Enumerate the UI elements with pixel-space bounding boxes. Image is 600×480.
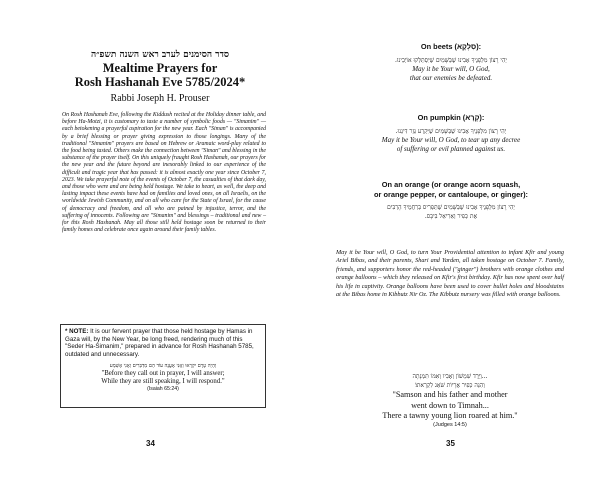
beets-english-1: May it be Your will, O God, (412, 64, 490, 73)
pumpkin-english-1: May it be Your will, O God, to tear up any decree (381, 135, 521, 144)
note-english-line-2: While they are still speaking, I will respond." (101, 378, 225, 386)
beets-hebrew: יְהִי רָצוֹן מִלְּפָנֶיךָ אָבִינוּ שֶׁבַּשָּׁמַיִם שֶׁיִּסְתַּלְּקוּ אוֹיְבֵינוּ. (394, 56, 507, 64)
note-body: It is our fervent prayer that those held hostage by Hamas in Gaza will, by the New Year, be long freed, rendering much of this "Seder Ha-Simanim," prepared in advance for Rosh Hashanah 5785, outdated and unnecessary. (65, 328, 254, 358)
note-text (65, 328, 261, 358)
note-box (60, 324, 266, 408)
samson-verse (336, 372, 564, 429)
pumpkin-hebrew: יְהִי רָצוֹן מִלְּפָנֶיךָ אָבִינוּ שֶׁבַּשָּׁמַיִם שֶׁיִּקְרַע גְּזַר דִּינֵנוּ. (395, 127, 507, 135)
title-block (62, 49, 258, 106)
orange-heading-2: or orange pepper, or cantaloupe, or ginger): (374, 189, 528, 199)
right-page (300, 0, 600, 480)
pumpkin-heading: On pumpkin (קְרָא): (417, 113, 485, 122)
author: Rabbi Joseph H. Prouser (110, 93, 210, 104)
note-citation: (Isaiah 65:24) (147, 386, 179, 393)
note-hebrew-verse: וְהָיָה טֶרֶם יִקְרָאוּ וַאֲנִי אֶעֱנֶה עוֹד הֵם מְדַבְּרִים וַאֲנִי אֶשְׁמָע (109, 363, 217, 370)
pumpkin-section (340, 113, 562, 155)
title-line-2: Rosh Hashanah Eve 5785/2024* (74, 75, 246, 89)
beets-english-2: that our enemies be defeated. (409, 74, 493, 82)
verse-english-3: There a tawny young lion roared at him." (382, 411, 518, 420)
verse-hebrew-2: וְהִנֵּה כְּפִיר אֲרָיוֹת שֹׁאֵג לִקְרָאתוֹ׃ (415, 382, 485, 389)
beets-heading: On beets (סִלְקָא): (420, 42, 482, 51)
verse-english-1: "Samson and his father and mother (392, 390, 508, 399)
orange-heading-1: On an orange (or orange acorn squash, (381, 180, 521, 189)
verse-hebrew-1: ...וַיֵּרֶד שִׁמְשׁוֹן וְאָבִיו וְאִמּוֹ תִּמְנָתָה (412, 373, 488, 380)
orange-paragraph: May it be Your will, O God, to turn Your Providential attention to infant Kfir and young Ariel Bibas, and their parents, Shari and Yarden, all taken hostage on October 7. Family, friends, and supporters honor the red-headed ("ginger") brothers with orange clothes and orange balloons – which they released on Kfir's first birthday. Kfir has now spent over half his life in captivity. Orange balloons have been used to cover bullet holes and bloodstains at the Bibas home in Kibbutz Nir Oz. The Kibbutz nursery was filled with orange balloons. (336, 249, 564, 299)
note-english-line-1: "Before they call out in prayer, I will answer; (101, 370, 225, 378)
beets-section (340, 42, 562, 84)
intro-paragraph: On Rosh Hashanah Eve, following the Kiddush recited at the Holiday dinner table, and before Ha-Motzi, it is customary to taste a number of symbolic foods — "Simanim" — each betokening a prayerful aspiration for the new year. Each "Siman" is accompanied by a brief blessing or prayer giving expression to those longings. Many of the traditional "Simanim" prayers are based on Hebrew or Aramaic word-play related to the food being tasted. Others make the connection between "Siman" and blessing in the substance of the prayer itself. On this uniquely fraught Rosh Hashanah, our prayers for the new year and the future beyond are inexorably linked to our experience of the difficult and tragic year that has passed: it is almost exactly one year since October 7, 2023. We take prayerful note of the events of October 7, the casualties of that dark day, and those who were and are being held hostage. We take to heart, as well, the deep and lasting impact these events have had on families and loved ones, on all Israelis, on the worldwide Jewish Community, and on all who care for the State of Israel, for the cause of democracy and freedom, and all who are pained by injustice, terror, and the suffering of innocents. Following are "Simanim" and blessings – traditional and new – for this Rosh Hashanah. May all those still held hostage soon be returned to their family homes and celebrate once again around their family tables. (62, 112, 266, 234)
verse-english-2: went down to Timnah... (411, 400, 489, 410)
orange-hebrew-1: יְהִי רָצוֹן מִלְּפָנֶיךָ אָבִינוּ שֶׁבַּשָּׁמַיִם שֶׁתַּפְרִיס בְּרַחֲמֶיךָ הָרַבִּים (387, 204, 515, 211)
orange-section (340, 180, 562, 221)
page-number-left: 34 (146, 439, 155, 448)
title-line-1: Mealtime Prayers for (102, 61, 218, 75)
hebrew-title: סדר הסימנים לערב ראש השנה תשפ״ה (90, 50, 230, 60)
pumpkin-english-2: of suffering or evil planned against us. (396, 145, 506, 153)
verse-citation: (Judges 14:5) (433, 421, 467, 428)
page-number-right: 35 (446, 439, 455, 448)
note-label: * NOTE: (65, 328, 89, 335)
orange-hebrew-2: אֶת כְּפִיר וְאַרִיאֵל בִּיבָּס. (424, 213, 478, 220)
